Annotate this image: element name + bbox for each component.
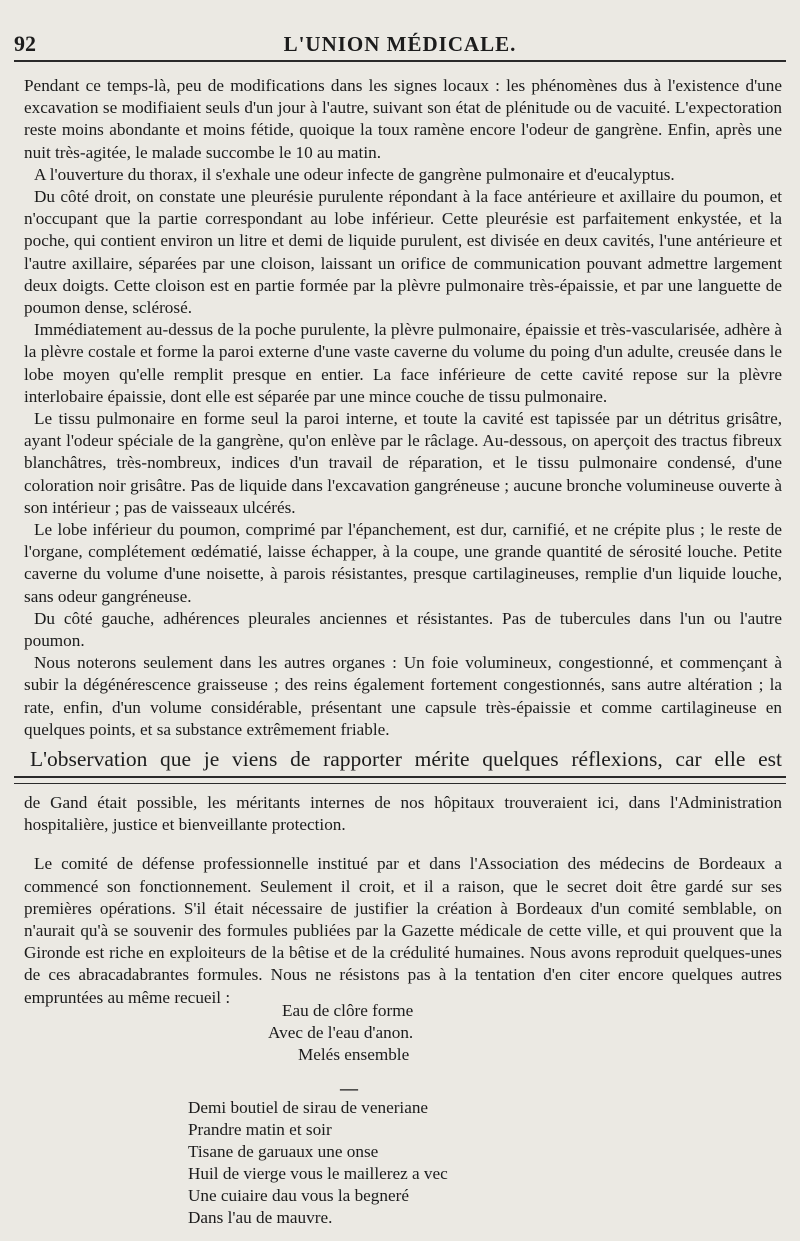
- formula-line: Melés ensemble: [298, 1045, 410, 1064]
- paragraph: Du côté gauche, adhérences pleurales anciennes et résistantes. Pas de tubercules dans l'un ou l'autre poumon.: [24, 608, 782, 651]
- chronicle-column: [24, 792, 782, 1009]
- paragraph: Immédiatement au-dessus de la poche purulente, la plèvre pulmonaire, épaissie et très-vascularisée, adhère à la plèvre costale et forme la paroi externe d'une vaste caverne du volume du poing d'un adulte, creusée dans le lobe moyen qu'elle remplit presque en entier. La face inférieure de cette cavité repose sur la plèvre interlobaire épaissie, dont elle est séparée par une mince couche de tissu pulmonaire.: [24, 320, 782, 406]
- paragraph: Le tissu pulmonaire en forme seul la paroi interne, et toute la cavité est tapissée par un détritus grisâtre, ayant l'odeur spéciale de la gangrène, qu'on enlève par le râclage. Au-dessous, on aperçoit des tractus fibreux blanchâtres, très-nombreux, indices d'un travail de réparation, et le tissu pulmonaire condensé, d'une coloration noir grisâtre. Pas de liquide dans l'excavation gangréneuse ; aucune bronche volumineuse ouverte à son intérieur ; pas de vaisseaux ulcérés.: [24, 409, 782, 517]
- formula-line: Une cuiaire dau vous la begneré: [188, 1186, 409, 1205]
- running-head: L'UNION MÉDICALE.: [283, 32, 517, 56]
- paragraph: A l'ouverture du thorax, il s'exhale une odeur infecte de gangrène pulmonaire et d'eucalyptus.: [34, 164, 675, 184]
- formula-line: Demi boutiel de sirau de veneriane: [188, 1098, 429, 1117]
- formula-line: Huil de vierge vous le maillerez a vec: [188, 1164, 448, 1183]
- page-header: [14, 30, 786, 62]
- paragraph: Pendant ce temps-là, peu de modifications dans les signes locaux : les phénomènes dus à l'existence d'une excavation se modifiaient seuls d'un jour à l'autre, suivant son état de plénitude ou de vacuité. L'expectoration reste moins abondante et moins fétide, quoique la toux ramène encore l'odeur de gangrène. Enfin, après une nuit très-agitée, le malade succombe le 10 au matin.: [24, 76, 782, 162]
- paragraph: Le lobe inférieur du poumon, comprimé par l'épanchement, est dur, carnifié, et ne crépite plus ; le reste de l'organe, complétement œdématié, laisse échapper, à la coupe, une grande quantité de sérosité louche. Petite caverne du volume d'une noisette, à parois résistantes, presque cartilagineuses, remplie d'un liquide louche, sans odeur gangréneuse.: [24, 520, 782, 606]
- section-rule: [14, 783, 786, 784]
- feuilleton-lead-line: L'observation que je viens de rapporter mérite quelques réflexions, car elle est: [30, 747, 782, 771]
- paragraph: de Gand était possible, les méritants internes de nos hôpitaux trouveraient ici, dans l'Administration hospitalière, justice et bienveillante protection.: [24, 793, 782, 835]
- paragraph: Le comité de défense professionnelle institué par et dans l'Association des médecins de Bordeaux a commencé son fonctionnement. Seulement il croit, et il a raison, que le secret doit être gardé sur ses premières opérations. S'il était nécessaire de justifier la création à Bordeaux d'un comité semblable, on n'aurait qu'à se souvenir des formules publiées par la Gazette médicale de cette ville, et qui prouvent que la Gironde est riche en exploiteurs de la bêtise et de la crédulité humaines. Nous avons reproduit quelques-unes de ces abracadabrantes formules. Nous ne résistons pas à la tentation d'en citer encore quelques autres empruntées au même recueil :: [24, 854, 782, 1007]
- paragraph: Nous noterons seulement dans les autres organes : Un foie volumineux, congestionné, et commençant à subir la dégénérescence graisseuse ; des reins également fortement congestionnés, sans autre altération ; la rate, enfin, d'un volume considérable, présentant une capsule très-épaissie et comme cartilagineuse en quelques points, et sa substance extrêmement friable.: [24, 653, 782, 739]
- article-column: [24, 75, 782, 741]
- formula-line: Avec de l'eau d'anon.: [268, 1023, 414, 1042]
- formula-line: Tisane de garuaux une onse: [188, 1142, 379, 1161]
- paragraph: Du côté droit, on constate une pleurésie purulente répondant à la face antérieure et axillaire du poumon, et n'occupant que la partie correspondant au lobe inférieur. Cette pleurésie est parfaitement enkystée, et la poche, qui contient environ un litre et demi de liquide purulent, est divisée en deux cavités, l'une antérieure et l'autre axillaire, séparées par une cloison, laissant un orifice de communication pouvant admettre largement deux doigts. Cette cloison est en partie formée par la plèvre pulmonaire très-épaissie, et par une languette de poumon dense, sclérosé.: [24, 187, 782, 318]
- page-number: 92: [14, 31, 36, 56]
- formula-line: Prandre matin et soir: [188, 1120, 332, 1139]
- separator-dash: —: [340, 1078, 358, 1098]
- section-rule: [14, 776, 786, 778]
- formula-line: Eau de clôre forme: [282, 1001, 414, 1020]
- formula-line: Dans l'au de mauvre.: [188, 1208, 333, 1227]
